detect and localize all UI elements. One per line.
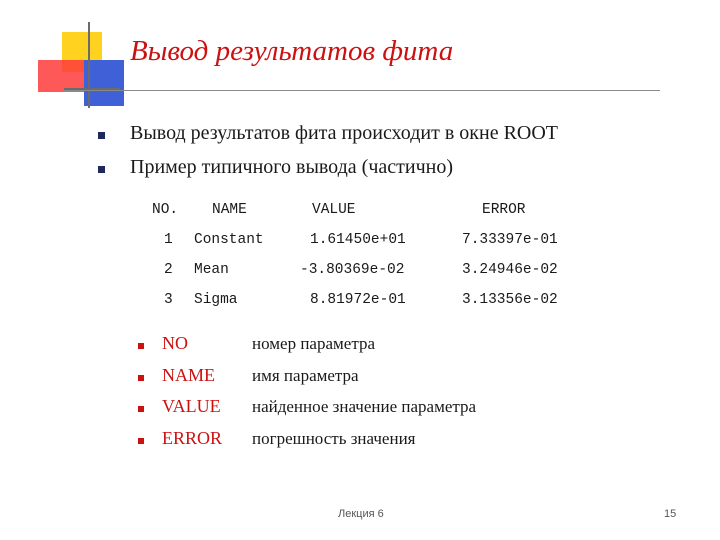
header-value: VALUE	[312, 202, 356, 218]
cell-no: 2	[164, 262, 173, 278]
legend-key: NO	[162, 333, 188, 353]
square-bullet-icon	[138, 406, 144, 412]
cell-value: 8.81972e-01	[310, 292, 406, 308]
cell-error: 3.24946e-02	[462, 262, 558, 278]
logo-blue-square	[84, 60, 124, 106]
cell-value: -3.80369e-02	[300, 262, 405, 278]
cell-no: 3	[164, 292, 173, 308]
legend-description: номер параметра	[252, 334, 376, 353]
square-bullet-icon	[138, 375, 144, 381]
square-bullet-icon	[138, 343, 144, 349]
cell-error: 3.13356e-02	[462, 292, 558, 308]
legend-description: погрешность значения	[252, 428, 416, 448]
cell-no: 1	[164, 232, 173, 248]
legend-key: VALUE	[162, 396, 221, 416]
footer-lecture-label: Лекция 6	[338, 508, 384, 520]
cell-error: 7.33397e-01	[462, 232, 558, 248]
square-bullet-icon	[98, 132, 105, 139]
square-bullet-icon	[98, 166, 105, 173]
header-name: NAME	[212, 202, 247, 218]
legend-key: NAME	[162, 364, 215, 385]
footer-page-number: 15	[664, 508, 677, 520]
slide-title: Вывод результатов фита	[130, 35, 454, 67]
legend-description: имя параметра	[252, 365, 359, 385]
cell-name: Constant	[194, 232, 264, 248]
legend-description: найденное значение параметра	[252, 397, 477, 416]
header-no: NO.	[152, 202, 179, 218]
square-bullet-icon	[138, 438, 144, 444]
slide-logo-decoration	[0, 0, 130, 110]
bullet-text: Вывод результатов фита происходит в окне ROOT	[130, 122, 559, 144]
logo-vertical-line	[88, 22, 90, 108]
cell-value: 1.61450e+01	[310, 232, 406, 248]
cell-name: Sigma	[194, 292, 238, 308]
header-error: ERROR	[482, 202, 526, 218]
title-divider	[64, 90, 660, 91]
bullet-text: Пример типичного вывода (частично)	[130, 156, 453, 178]
legend-key: ERROR	[162, 427, 223, 448]
cell-name: Mean	[194, 262, 229, 278]
